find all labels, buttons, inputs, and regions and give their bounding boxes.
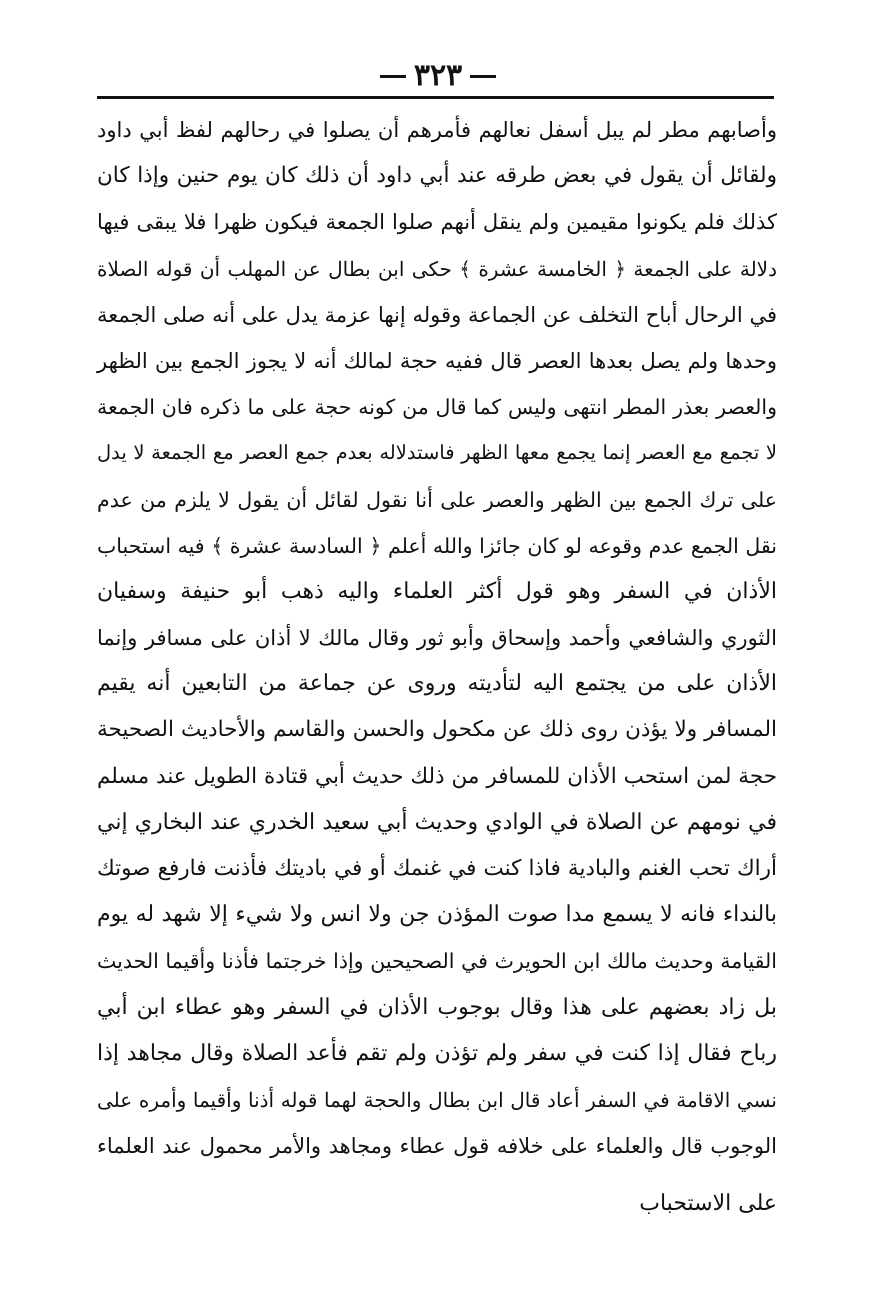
text-line-6: وحدها ولم يصل بعدها العصر قال ففيه حجة لمالك أنه لا يجوز الجمع بين الظهر — [97, 348, 777, 373]
text-line-1: وأصابهم مطر لم يبل أسفل نعالهم فأمرهم أن يصلوا في رحالهم لفظ أبي داود — [97, 118, 777, 142]
text-line-11: الأذان في السفر وهو قول أكثر العلماء واليه ذهب أبو حنيفة وسفيان — [97, 578, 777, 604]
text-line-13: الأذان على من يجتمع اليه لتأديته وروى عن جماعة من التابعين أنه يقيم — [97, 671, 777, 697]
header-dash-right — [470, 75, 496, 78]
text-line-23: الوجوب قال والعلماء على خلافه قول عطاء ومجاهد والأمر محمول عند العلماء — [97, 1134, 777, 1159]
text-line-14: المسافر ولا يؤذن روى ذلك عن مكحول والحسن والقاسم والأحاديث الصحيحة — [97, 717, 777, 743]
text-line-12: الثوري والشافعي وأحمد وإسحاق وأبو ثور وقال مالك لا أذان على مسافر وإنما — [97, 626, 777, 651]
text-line-21: رباح فقال إذا كنت في سفر ولم تؤذن ولم تقم فأعد الصلاة وقال مجاهد إذا — [97, 1040, 777, 1066]
text-line-7: والعصر بعذر المطر انتهى وليس كما قال من كونه حجة على ما ذكره فان الجمعة — [97, 395, 777, 420]
page-body-text — [97, 107, 777, 1228]
text-line-18: بالنداء فانه لا يسمع مدا صوت المؤذن جن ولا انس ولا شيء إلا شهد له يوم — [97, 902, 777, 928]
text-line-4: دلالة على الجمعة ﴿ الخامسة عشرة ﴾ حكى ابن بطال عن المهلب أن قوله الصلاة — [97, 256, 777, 281]
text-line-24: على الاستحباب — [639, 1191, 777, 1217]
text-line-15: حجة لمن استحب الأذان للمسافر من ذلك حديث أبي قتادة الطويل عند مسلم — [97, 763, 777, 789]
text-line-22: نسي الاقامة في السفر أعاد قال ابن بطال والحجة لهما قوله أذنا وأقيما وأمره على — [97, 1087, 777, 1112]
text-line-16: في نومهم عن الصلاة في الوادي وحديث أبي سعيد الخدري عند البخاري إني — [97, 809, 777, 835]
page-header — [0, 56, 876, 96]
header-rule — [97, 96, 774, 99]
text-line-3: كذلك فلم يكونوا مقيمين ولم ينقل أنهم صلوا الجمعة فيكون ظهرا فلا يبقى فيها — [97, 210, 777, 235]
header-dash-left — [380, 75, 406, 78]
text-line-8: لا تجمع مع العصر إنما يجمع معها الظهر فاستدلاله بعدم جمع العصر مع الجمعة لا يدل — [97, 441, 777, 465]
text-line-17: أراك تحب الغنم والبادية فاذا كنت في غنمك أو في باديتك فأذنت فارفع صوتك — [97, 856, 777, 881]
text-line-20: بل زاد بعضهم على هذا وقال بوجوب الأذان في السفر وهو عطاء ابن أبي — [97, 994, 777, 1020]
text-line-2: ولقائل أن يقول في بعض طرقه عند أبي داود أن ذلك كان يوم حنين وإذا كان — [97, 163, 777, 189]
text-line-10: نقل الجمع عدم وقوعه لو كان جائزا والله أعلم ﴿ السادسة عشرة ﴾ فيه استحباب — [97, 533, 777, 558]
text-line-9: على ترك الجمع بين الظهر والعصر على أنا نقول لقائل أن يقول لا يلزم من عدم — [97, 487, 777, 512]
page-number: ٣٢٣ — [413, 58, 463, 93]
text-line-19: القيامة وحديث مالك ابن الحويرث في الصحيحين وإذا خرجتما فأذنا وأقيما الحديث — [97, 949, 777, 974]
text-line-5: في الرحال أباح التخلف عن الجماعة وقوله إنها عزمة يدل على أنه صلى الجمعة — [97, 302, 777, 327]
